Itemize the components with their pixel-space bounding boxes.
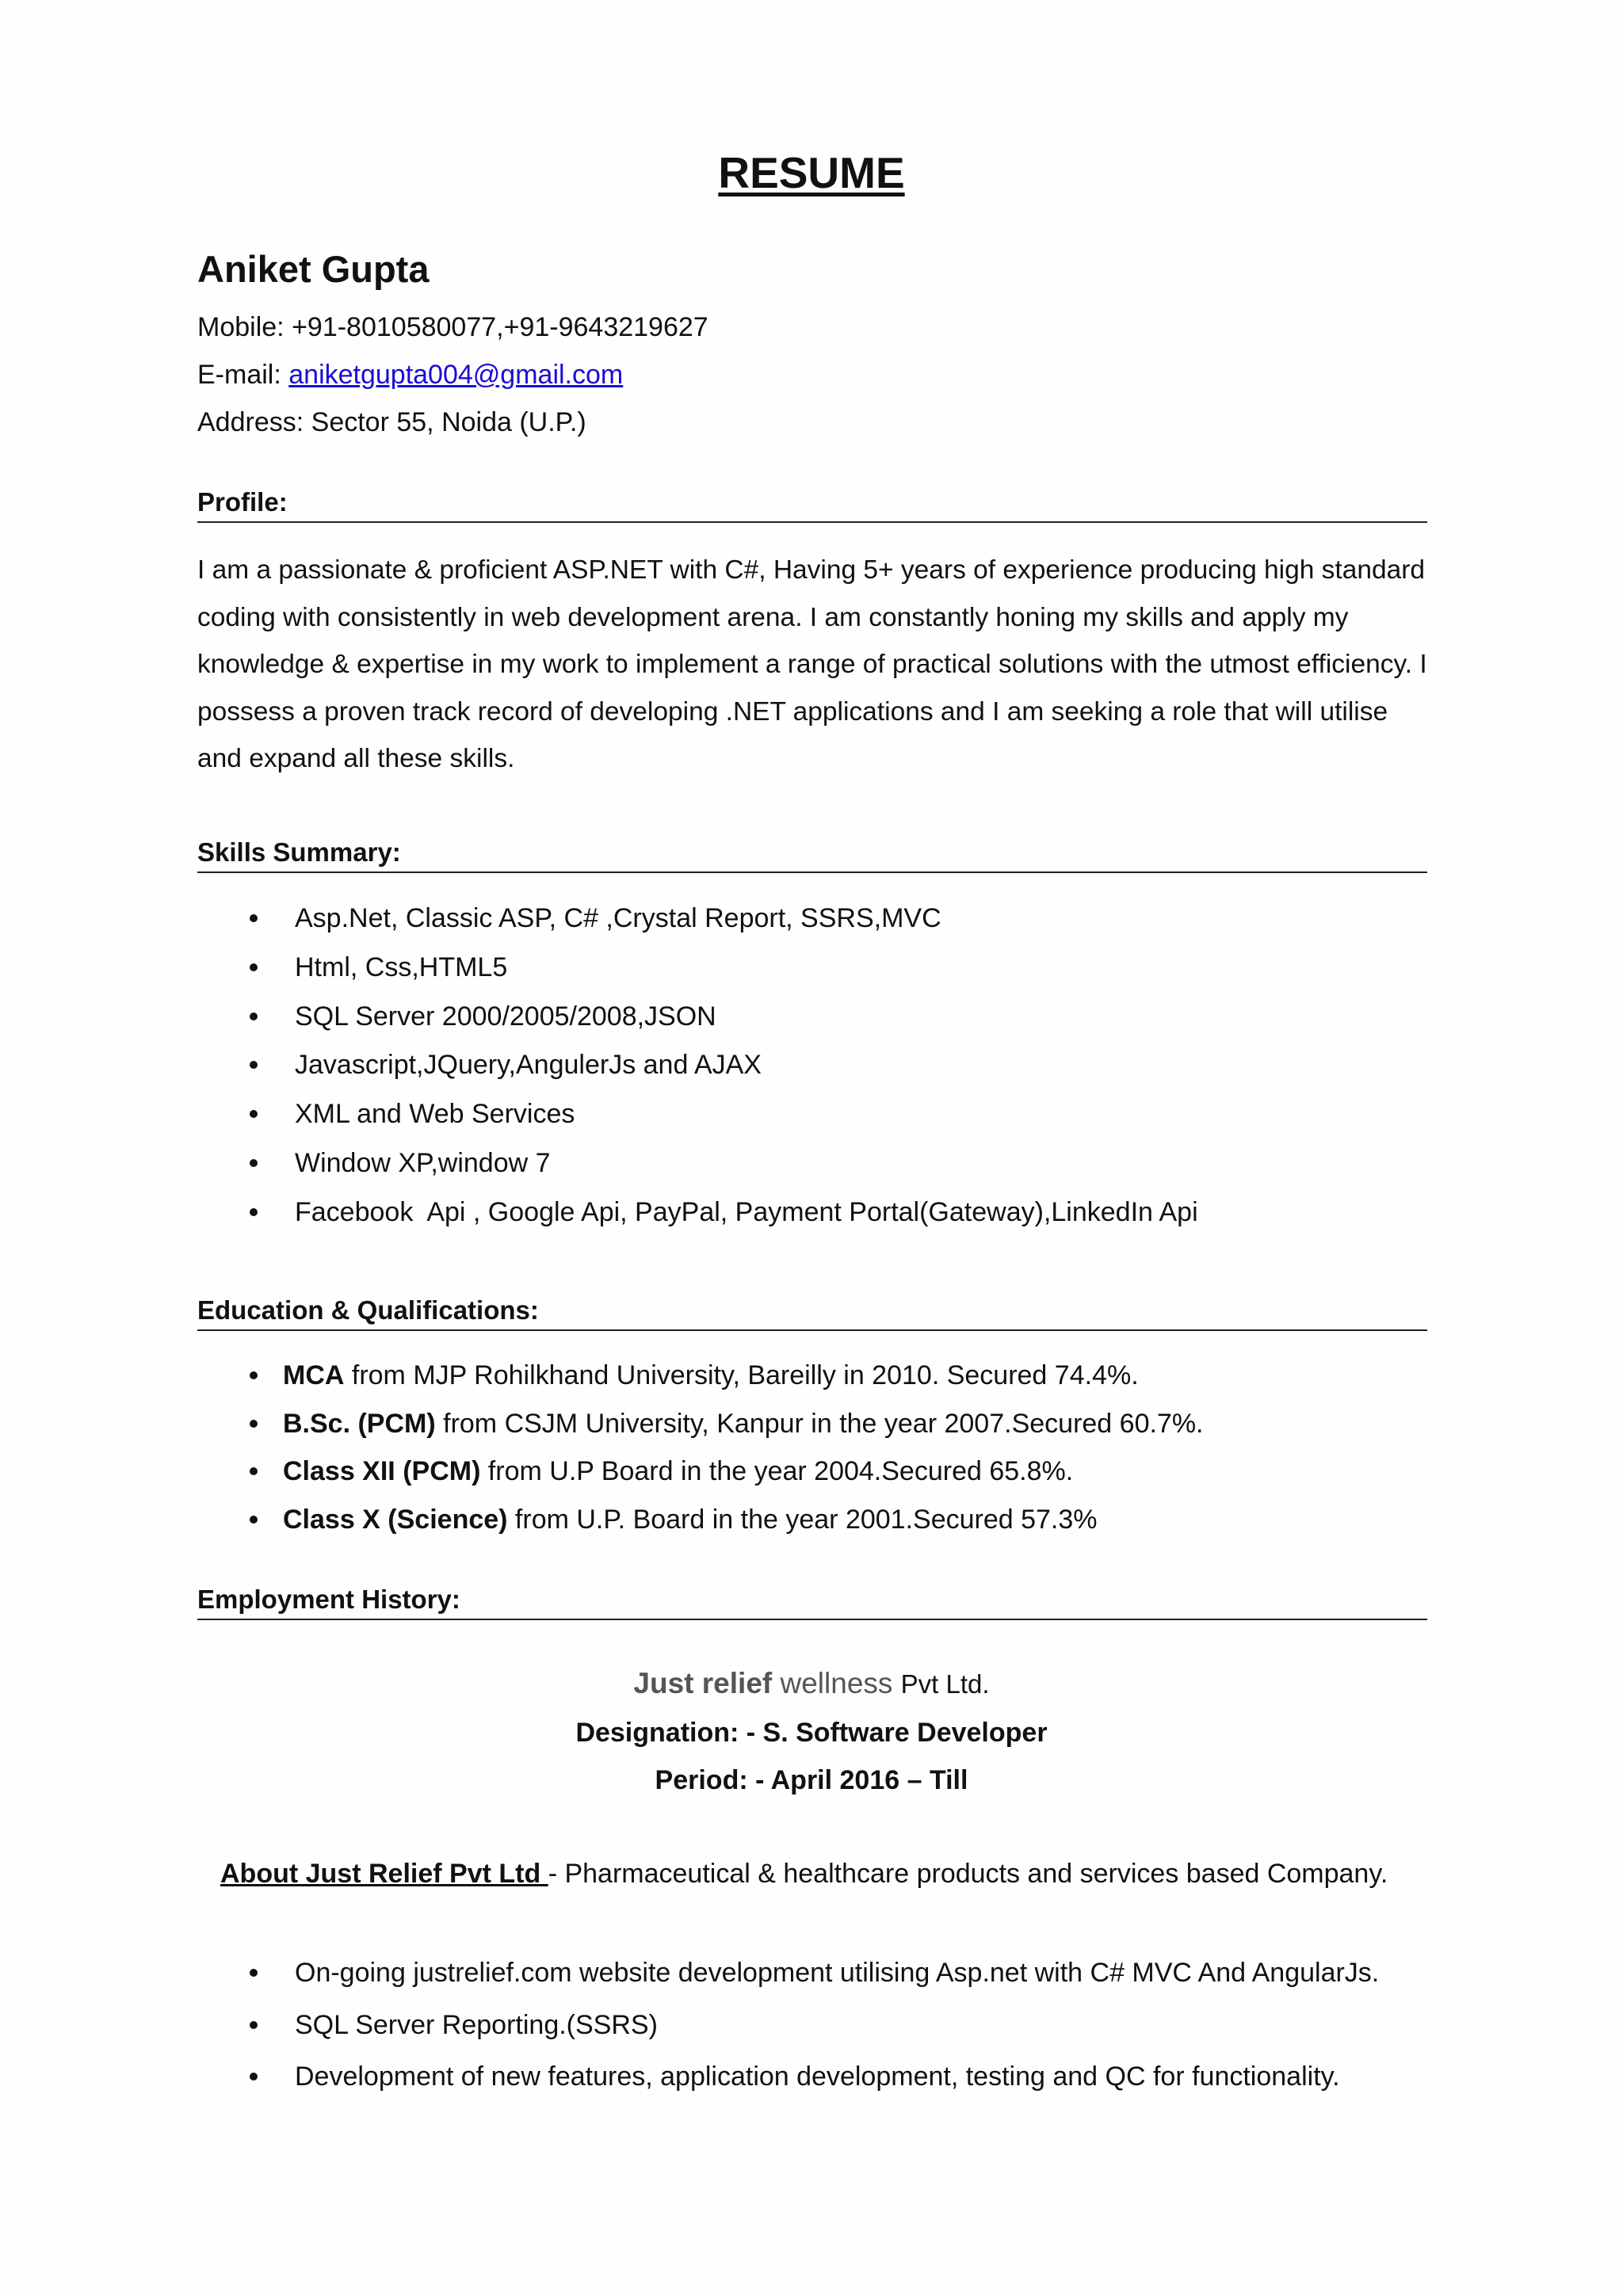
bullet-icon	[250, 1159, 258, 1167]
email-link[interactable]: aniketgupta004@gmail.com	[288, 360, 624, 390]
bullet-icon	[250, 1420, 258, 1428]
skill-text: Facebook Api , Google Api, PayPal, Payment Portal(Gateway),LinkedIn Api	[295, 1196, 1198, 1227]
contact-address	[197, 407, 586, 438]
list-item	[197, 949, 1198, 998]
list-item	[197, 1405, 1204, 1454]
degree-name: Class XII (PCM)	[283, 1456, 481, 1486]
duty-text: Development of new features, application development, testing and QC for functionality.	[295, 2061, 1340, 2092]
degree-detail: from U.P. Board in the year 2001.Secured 57.3%	[507, 1504, 1098, 1535]
bullet-icon	[250, 2073, 258, 2081]
mobile-label: Mobile:	[197, 312, 285, 342]
bullet-icon	[250, 1371, 258, 1379]
designation: Designation: - S. Software Developer	[575, 1718, 1048, 1748]
duty-text: SQL Server Reporting.(SSRS)	[295, 2009, 658, 2040]
duty-text: On-going justrelief.com website development utilising Asp.net with C# MVC And AngularJs.	[295, 1958, 1380, 1988]
list-item	[197, 1955, 1379, 2007]
bullet-icon	[250, 1467, 258, 1475]
about-company-label: About Just Relief Pvt Ltd	[220, 1859, 548, 1889]
bullet-icon	[250, 1208, 258, 1216]
contact-email	[197, 360, 623, 391]
address-value: Sector 55, Noida (U.P.)	[311, 407, 586, 437]
list-item	[197, 1453, 1204, 1501]
bullet-icon	[250, 963, 258, 971]
skill-text: Html, Css,HTML5	[295, 952, 508, 982]
about-company-text: - Pharmaceutical & healthcare products and services based Company.	[548, 1859, 1388, 1889]
about-company	[220, 1855, 1388, 1892]
list-item	[197, 998, 1198, 1047]
company-name-suffix: Pvt Ltd.	[900, 1669, 990, 1699]
list-item	[197, 1096, 1198, 1145]
bullet-icon	[250, 1110, 258, 1118]
skill-text: Asp.Net, Classic ASP, C# ,Crystal Report, SSRS,MVC	[295, 903, 941, 933]
skill-text: XML and Web Services	[295, 1099, 575, 1130]
contact-mobile	[197, 312, 708, 343]
company-name-bold: Just relief	[633, 1667, 773, 1699]
education-heading: Education & Qualifications:	[197, 1295, 1427, 1331]
skill-text: Javascript,JQuery,AngulerJs and AJAX	[295, 1050, 762, 1081]
bullet-icon	[250, 1969, 258, 1977]
bullet-icon	[250, 2021, 258, 2029]
list-item	[197, 1145, 1198, 1194]
education-list	[197, 1357, 1204, 1549]
address-label: Address:	[197, 407, 304, 437]
degree-name: B.Sc. (PCM)	[283, 1408, 436, 1439]
list-item	[197, 1357, 1204, 1405]
degree-detail: from MJP Rohilkhand University, Bareilly in 2010. Secured 74.4%.	[344, 1360, 1139, 1390]
email-label: E-mail:	[197, 360, 281, 390]
list-item	[197, 1194, 1198, 1243]
skills-list	[197, 900, 1198, 1243]
employment-period: Period: - April 2016 – Till	[655, 1765, 968, 1795]
list-item	[197, 2058, 1379, 2111]
profile-heading: Profile:	[197, 486, 1427, 523]
document-title: RESUME	[718, 148, 905, 197]
skill-text: Window XP,window 7	[295, 1147, 551, 1178]
skills-heading: Skills Summary:	[197, 837, 1427, 873]
bullet-icon	[250, 1013, 258, 1020]
bullet-icon	[250, 1516, 258, 1524]
candidate-name: Aniket Gupta	[197, 248, 430, 290]
bullet-icon	[250, 1061, 258, 1069]
degree-name: Class X (Science)	[283, 1504, 508, 1535]
list-item	[197, 2007, 1379, 2059]
degree-name: MCA	[283, 1360, 345, 1390]
degree-detail: from CSJM University, Kanpur in the year 2007.Secured 60.7%.	[435, 1408, 1204, 1439]
employment-heading: Employment History:	[197, 1584, 1427, 1620]
list-item	[197, 900, 1198, 949]
company-name-mid: wellness	[772, 1667, 901, 1699]
duties-list	[197, 1955, 1379, 2111]
company-name	[0, 1665, 1623, 1703]
bullet-icon	[250, 914, 258, 922]
mobile-value: +91-8010580077,+91-9643219627	[292, 312, 708, 342]
list-item	[197, 1047, 1198, 1096]
degree-detail: from U.P Board in the year 2004.Secured 65.8%.	[480, 1456, 1074, 1486]
list-item	[197, 1501, 1204, 1550]
skill-text: SQL Server 2000/2005/2008,JSON	[295, 1001, 716, 1032]
profile-text: I am a passionate & proficient ASP.NET with C#, Having 5+ years of experience producing high standard coding with consistently in web development arena. I am constantly honing my skills and apply my knowledge & expertise in my work to implement a range of practical solutions with the utmost efficiency. I possess a proven track record of developing .NET applications and I am seeking a role that will utilise and expand all these skills.	[197, 555, 1427, 774]
